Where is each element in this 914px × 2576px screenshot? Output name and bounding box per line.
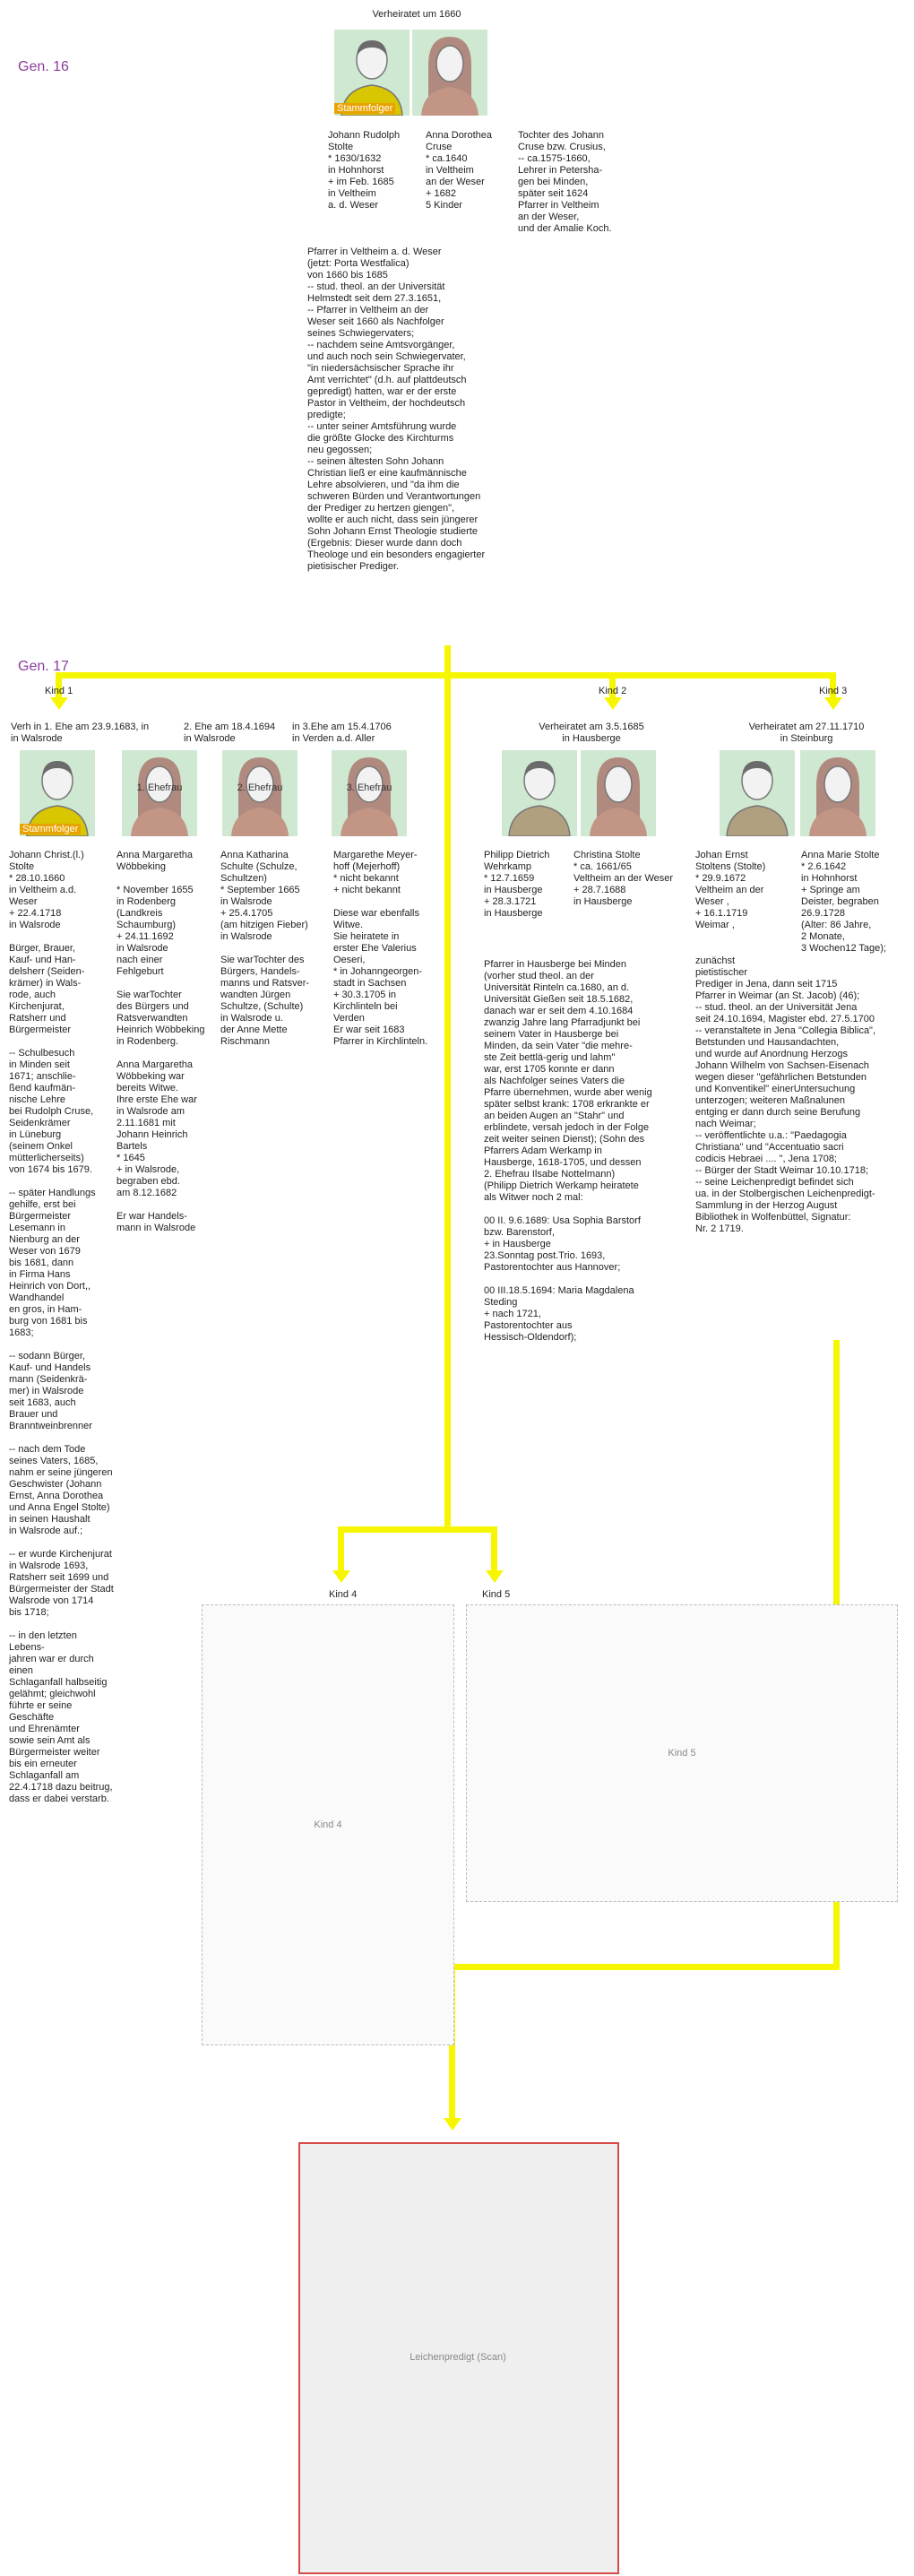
kind1-stammfolger-badge: Stammfolger [20, 824, 81, 834]
document-scan-placeholder [298, 2142, 619, 2574]
kind1-wife2-tag: 2. Ehefrau [237, 782, 283, 793]
kind5-placeholder: Kind 5 [466, 1604, 898, 1902]
gen16-father-portrait [334, 30, 410, 116]
kind1-marriage-1: Verh in 1. Ehe am 23.9.1683, in in Walsrode [11, 722, 150, 744]
kind2-label: Kind 2 [599, 686, 627, 696]
kind3-wife-text: Anna Marie Stolte * 2.6.1642 in Hohnhorst + Springe am Deister, begraben 26.9.1728 (Alter: 86 Jahre, 2 Monate, 3 Wochen12 Tage); [801, 850, 886, 954]
kind1-wife1-portrait [122, 750, 197, 836]
kind1-wife3-portrait [332, 750, 407, 836]
kind1-marriage-2: 2. Ehe am 18.4.1694 in Walsrode [184, 722, 276, 744]
connector-kind1-arrow [50, 697, 68, 710]
gen16-mother-note: Tochter des Johann Cruse bzw. Crusius, -- ca.1575-1660, Lehrer in Petersha- gen bei Minden, später seit 1624 Pfarrer in Veltheim an der Weser, und der Amalie Koch. [518, 130, 612, 234]
gen17-label: Gen. 17 [18, 659, 69, 674]
kind2-person-text: Philipp Dietrich Wehrkamp * 12.7.1659 in Hausberge + 28.3.1721 in Hausberge [484, 850, 550, 919]
gen16-mother-portrait [412, 30, 487, 116]
kind3-label: Kind 3 [819, 686, 848, 696]
kind2-bio: Pfarrer in Hausberge bei Minden (vorher stud theol. an der Universität Rinteln ca.1680, an d. Universität Gießen seit 18.5.1682, danach war er seit dem 4.10.1684 zwanzig Jahre lang Pfarradjunkt bei seinem Vater in Hausberge bei Minden, da sein Vater "die mehre- ste Zeit bettlä-gerig und lahm" war, erst 1705 konnte er dann als Nachfolger seines Vaters die Pfarre übernehmen, wurde aber wenig später selbst krank: 1708 erkrankte er an beiden Augen an "Stahr" und erblindete, versah jedoch in der Folge zeit weiter seinen Dienst); (Sohn des Pfarrers Adam Werkamp in Hausberge, 1618-1705, und dessen 2. Ehefrau Ilsabe Nottelmann) (Philipp Dietrich Werkamp heiratete als Witwer noch 2 mal: 00 II. 9.6.1689: Usa Sophia Barstorf bzw. Barenstorf, + in Hausberge 23.Sonntag post.Trio. 1693, Pastorentochter aus Hannover; 00 III.18.5.1694: Maria Magdalena Steding + nach 1721, Pastorentochter aus Hessisch-Oldendorf); [484, 959, 652, 1343]
connector-kind4-arrow [332, 1570, 350, 1583]
gen16-stammfolger-badge: Stammfolger [334, 103, 395, 114]
gen16-father-text: Johann Rudolph Stolte * 1630/1632 in Hohnhorst + im Feb. 1685 in Veltheim a. d. Weser [328, 130, 401, 211]
connector-kind5-drop [491, 1526, 497, 1573]
connector-doc-bar [449, 1964, 840, 1970]
kind3-wife-portrait [800, 750, 875, 836]
gen16-mother-text: Anna Dorothea Cruse * ca.1640 in Veltheim an der Weser + 1682 5 Kinder [426, 130, 492, 211]
connector-kind5-arrow [486, 1570, 504, 1583]
connector-doc-arrow [444, 2118, 461, 2131]
kind2-wife-portrait [581, 750, 656, 836]
kind1-person-portrait [20, 750, 95, 836]
kind2-wife-text: Christina Stolte * ca. 1661/65 Veltheim an der Weser + 28.7.1688 in Hausberge [573, 850, 674, 907]
kind1-wife3-text: Margarethe Meyer- hoff (Mejerhoff) * nicht bekannt + nicht bekannt Diese war ebenfalls Witwe. Sie heiratete in erster Ehe Valerius Oeseri, * in Johanngeorgen- stadt in Sachsen + 30.3.1705 in Kirchlinteln bei Verden Er war seit 1683 Pfarrer in Kirchlinteln. [333, 850, 428, 1047]
kind1-marriage-3: in 3.Ehe am 15.4.1706 in Verden a.d. Aller [292, 722, 392, 744]
kind2-person-portrait [502, 750, 577, 836]
kind4-placeholder: Kind 4 [202, 1604, 454, 2045]
kind1-wife3-tag: 3. Ehefrau [346, 782, 392, 793]
kind3-bio: zunächst pietistischer Prediger in Jena, dann seit 1715 Pfarrer in Weimar (an St. Jacob) (46); -- stud. theol. an der Universität Jena seit 24.10.1694, Magister ebd. 27.5.1700 -- veranstaltete in Jena "Collegia Biblica", Betstunden und Hausandachten, und wurde auf Anordnung Herzogs Johann Wilhelm von Sachsen-Eisenach wegen dieser "gefährlichen Betstunden und Konventikel" einerUntersuchung unterzogen; weiteren Maßnalunen entging er dann durch seine Berufung nach Weimar; -- veröffentlichte u.a.: "Paedagogia Christiana" und "Accentuatio sacri codicis Hebraei .... ", Jena 1708; -- Bürger der Stadt Weimar 10.10.1718; -- seine Leichenpredigt befindet sich ua. in der Stolbergischen Leichenpredigt- Sammlung in der Herzog August Bibliothek in Wolfenbüttel, Signatur: Nr. 2 1719. [695, 955, 876, 1234]
connector-kind2-arrow [604, 697, 622, 710]
connector-trunk [444, 672, 451, 1533]
gen16-label: Gen. 16 [18, 59, 69, 74]
kind1-wife1-tag: 1. Ehefrau [136, 782, 183, 793]
kind4-label: Kind 4 [329, 1589, 358, 1600]
kind3-person-portrait [720, 750, 795, 836]
gen16-bio: Pfarrer in Veltheim a. d. Weser (jetzt: Porta Westfalica) von 1660 bis 1685 -- stud. theol. an der Universität Helmstedt seit dem 27.3.1651, -- Pfarrer in Veltheim an der Weser seit 1660 als Nachfolger seines Schwiegervaters; -- nachdem seine Amtsvorgänger, und auch noch sein Schwiegervater, "in niedersächsischer Sprache ihr Amt verrichtet" (d.h. auf plattdeutsch gepredigt) hatten, war er der erste Pastor in Veltheim, der hochdeutsch predigte; -- unter seiner Amtsführung wurde die größte Glocke des Kirchturms neu gegossen; -- seinen ältesten Sohn Johann Christian ließ er eine kaufmännische Lehre absolvieren, und "da ihm die schweren Bürden und Verantwortungen der Prediger zu hertzen giengen", wollte er auch nicht, dass sein jüngerer Sohn Johann Ernst Theologie studierte (Ergebnis: Dieser wurde dann doch Theologe und ein besonders engagierter pietisischer Prediger. [307, 246, 486, 572]
kind5-label: Kind 5 [482, 1589, 511, 1600]
kind3-person-text: Johan Ernst Stoltens (Stolte) * 29.9.1672 Veltheim an der Weser , + 16.1.1719 Weimar , [695, 850, 766, 930]
kind2-marriage: Verheiratet am 3.5.1685 in Hausberge [539, 722, 644, 744]
kind1-wife2-text: Anna Katharina Schulte (Schulze, Schultzen) * September 1665 in Walsrode + 25.4.1705 (am hitzigen Fieber) in Walsrode Sie warTochter des Bürgers, Handels- manns und Ratsver- wandten Jürgen Schultze, (Schulte) in Walsrode u. der Anne Mette Rischmann [220, 850, 310, 1047]
connector-kind3-arrow [824, 697, 842, 710]
kind1-person-text: Johann Christ.(l.) Stolte * 28.10.1660 in Veltheim a.d. Weser + 22.4.1718 in Walsrode Bürger, Brauer, Kauf- und Han- delsherr (Seiden- krämer) in Wals- rode, auch Kirchenjurat, Ratsherr und Bürgermeister -- Schulbesuch in Minden seit 1671; anschlie- ßend kaufmän- nische Lehre bei Rudolph Cruse, Seidenkrämer in Lüneburg (seinem Onkel mütterlicherseits) von 1674 bis 1679. -- später Handlungs gehilfe, erst bei Bürgermeister Lesemann in Nienburg an der Weser von 1679 bis 1681, dann in Firma Hans Heinrich von Dort,, Wandhandel en gros, in Ham- burg von 1681 bis 1683; -- sodann Bürger, Kauf- und Handels mann (Seidenkrä- mer) in Walsrode seit 1683, auch Brauer und Branntweinbrenner -- nach dem Tode seines Vaters, 1685, nahm er seine jüngeren Geschwister (Johann Ernst, Anna Dorothea und Anna Engel Stolte) in seinen Haushalt in Walsrode auf.; -- er wurde Kirchenjurat in Walsrode 1693, Ratsherr seit 1699 und Bürgermeister der Stadt Walsrode von 1714 bis 1718; -- in den letzten Lebens- jahren war er durch einen Schlaganfall halbseitig gelähmt; gleichwohl führte er seine Geschäfte und Ehrenämter sowie sein Amt als Bürgermeister weiter bis ein erneuter Schlaganfall am 22.4.1718 dazu beitrug, dass er dabei verstarb. [9, 850, 114, 1804]
gen16-marriage-caption: Verheiratet um 1660 [372, 9, 461, 20]
kind1-wife2-portrait [222, 750, 297, 836]
connector-kind4-drop [338, 1526, 344, 1573]
connector-kind45-bar [338, 1526, 497, 1533]
document-placeholder: Leichenpredigt (Scan) [410, 2352, 506, 2363]
kind1-label: Kind 1 [45, 686, 73, 696]
kind1-wife1-text: Anna Margaretha Wöbbeking * November 1655 in Rodenberg (Landkreis Schaumburg) + 24.11.1692 in Walsrode nach einer Fehlgeburt Sie warTochter des Bürgers und Ratsverwandten Heinrich Wöbbeking in Rodenberg. Anna Margaretha Wöbbeking war bereits Witwe. Ihre erste Ehe war in Walsrode am 2.11.1681 mit Johann Heinrich Bartels * 1645 + in Walsrode, begraben ebd. am 8.12.1682 Er war Handels- mann in Walsrode [116, 850, 205, 1233]
kind3-marriage: Verheiratet am 27.11.1710 in Steinburg [748, 722, 865, 744]
